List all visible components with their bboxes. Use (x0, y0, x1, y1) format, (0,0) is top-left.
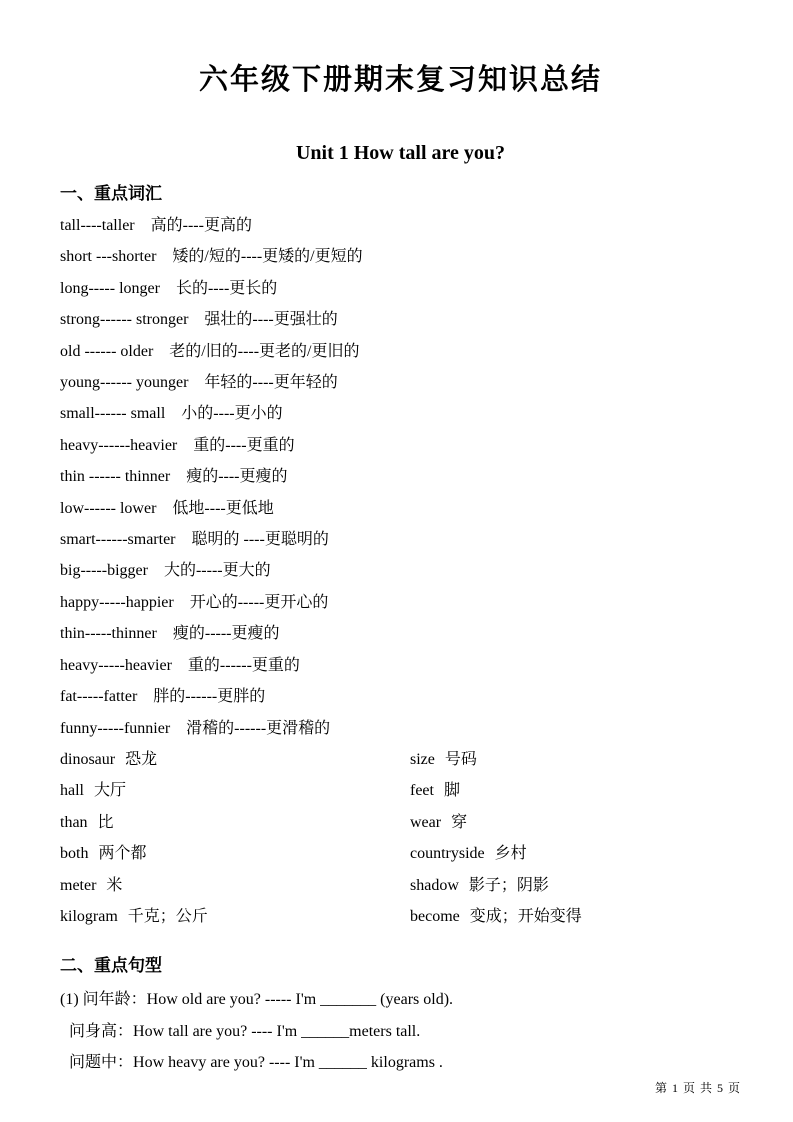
vocab-chinese: 瘦的----更瘦的 (186, 468, 288, 486)
vocab-row-two-column (60, 807, 741, 838)
sentence-text: How tall are you? ---- I'm ______meters tall. (133, 1022, 421, 1040)
vocab-english: fat-----fatter (60, 688, 138, 706)
vocab-chinese: 穿 (451, 813, 468, 831)
vocab-english: short ---shorter (60, 248, 157, 266)
vocab-english: countryside (410, 845, 485, 863)
vocab-cell-left (60, 807, 410, 838)
vocab-english: both (60, 845, 89, 863)
sentence-line (60, 984, 741, 1015)
vocab-row-two-column (60, 838, 741, 869)
vocab-english: long----- longer (60, 279, 160, 297)
vocab-chinese: 聪明的 ----更聪明的 (191, 531, 329, 549)
vocab-cell-left (60, 901, 410, 932)
sentence-line (60, 1047, 741, 1078)
vocab-chinese: 重的------更重的 (187, 656, 300, 674)
vocab-chinese: 强壮的----更强壮的 (204, 311, 338, 329)
vocab-row (60, 241, 741, 272)
vocab-chinese: 号码 (444, 750, 477, 768)
vocab-cell-right (410, 838, 527, 869)
vocab-english: funny-----funnier (60, 719, 171, 737)
vocab-english: shadow (410, 876, 459, 894)
vocab-english: wear (410, 813, 442, 831)
vocab-row-two-column (60, 744, 741, 775)
sentence-label: 问身高： (69, 1022, 134, 1040)
vocab-chinese: 高的----更高的 (150, 217, 252, 234)
unit-title: Unit 1 How tall are you? (295, 142, 506, 164)
vocab-english: become (410, 907, 460, 925)
vocab-cell-right (410, 775, 460, 806)
vocab-chinese: 长的----更长的 (175, 279, 278, 297)
vocab-english: than (60, 813, 88, 831)
vocab-row (60, 336, 741, 367)
vocab-chinese: 变成；开始变得 (469, 907, 582, 925)
vocab-english: meter (60, 876, 97, 894)
vocab-chinese: 脚 (443, 782, 460, 800)
vocab-cell-right (410, 807, 467, 838)
vocab-row-two-column (60, 901, 741, 932)
vocab-chinese: 千克；公斤 (127, 907, 208, 925)
vocab-chinese: 小的----更小的 (181, 405, 283, 423)
sentence-label: 问题中： (69, 1054, 134, 1072)
vocab-english: heavy------heavier (60, 436, 178, 454)
sentence-patterns (60, 984, 741, 1078)
vocab-row (60, 650, 741, 681)
section2-heading: 二、重点句型 (60, 956, 162, 976)
vocab-english: hall (60, 782, 84, 800)
vocab-chinese: 大的-----更大的 (163, 562, 271, 580)
vocab-english: low------ lower (60, 499, 157, 517)
vocab-row (60, 681, 741, 712)
vocab-english: dinosaur (60, 750, 116, 768)
vocab-english: tall----taller (60, 217, 135, 234)
page-number: 第 1 页 共 5 页 (654, 1081, 741, 1095)
vocab-list (60, 210, 741, 932)
vocab-english: small------ small (60, 405, 166, 423)
vocab-cell-left (60, 744, 410, 775)
vocab-chinese: 重的----更重的 (193, 436, 295, 454)
vocab-row (60, 461, 741, 492)
vocab-english: happy-----happier (60, 593, 174, 611)
vocab-english: old ------ older (60, 342, 154, 360)
sentence-text: How heavy are you? ---- I'm ______ kilograms . (133, 1054, 443, 1072)
vocab-cell-right (410, 744, 477, 775)
sentence-text: How old are you? ----- I'm _______ (years old). (146, 991, 454, 1009)
vocab-english: big-----bigger (60, 562, 148, 580)
vocab-chinese: 恐龙 (125, 750, 158, 768)
vocab-row (60, 367, 741, 398)
vocab-row (60, 618, 741, 649)
vocab-chinese: 两个都 (98, 845, 147, 863)
vocab-chinese: 瘦的-----更瘦的 (172, 625, 280, 643)
vocab-english: feet (410, 782, 434, 800)
vocab-english: thin-----thinner (60, 625, 157, 643)
vocab-row (60, 304, 741, 335)
vocab-row (60, 524, 741, 555)
vocab-row (60, 587, 741, 618)
section1-heading: 一、重点词汇 (60, 184, 162, 203)
vocab-row-two-column (60, 870, 741, 901)
vocab-cell-left (60, 775, 410, 806)
vocab-chinese: 大厅 (94, 782, 127, 800)
vocab-row (60, 273, 741, 304)
vocab-chinese: 胖的------更胖的 (153, 688, 266, 706)
vocab-cell-left (60, 870, 410, 901)
vocab-chinese: 开心的-----更开心的 (189, 593, 329, 611)
vocab-chinese: 影子；阴影 (468, 876, 549, 894)
vocab-english: size (410, 750, 435, 768)
vocab-chinese: 米 (106, 876, 123, 894)
sentence-line (60, 1016, 741, 1047)
vocab-cell-right (410, 870, 549, 901)
vocab-chinese: 老的/旧的----更老的/更旧的 (169, 342, 360, 360)
vocab-row (60, 430, 741, 461)
vocab-english: thin ------ thinner (60, 468, 171, 486)
vocab-row (60, 210, 741, 241)
vocab-row (60, 555, 741, 586)
section2 (60, 954, 741, 1078)
vocab-row (60, 493, 741, 524)
vocab-chinese: 年轻的----更年轻的 (204, 374, 338, 392)
vocab-chinese: 乡村 (494, 845, 527, 863)
vocab-chinese: 低地----更低地 (172, 499, 274, 517)
sentence-label: (1) 问年龄： (60, 991, 147, 1009)
vocab-english: young------ younger (60, 374, 189, 392)
vocab-english: kilogram (60, 907, 118, 925)
document-title: 六年级下册期末复习知识总结 (198, 64, 602, 96)
vocab-row (60, 713, 741, 744)
vocab-chinese: 滑稽的------更滑稽的 (186, 719, 331, 737)
vocab-english: smart------smarter (60, 531, 176, 549)
vocab-chinese: 矮的/短的----更矮的/更短的 (172, 248, 363, 266)
vocab-row-two-column (60, 775, 741, 806)
vocab-cell-left (60, 838, 410, 869)
vocab-cell-right (410, 901, 582, 932)
vocab-row (60, 398, 741, 429)
vocab-chinese: 比 (97, 813, 114, 831)
vocab-english: strong------ stronger (60, 311, 189, 329)
vocab-english: heavy-----heavier (60, 656, 172, 674)
